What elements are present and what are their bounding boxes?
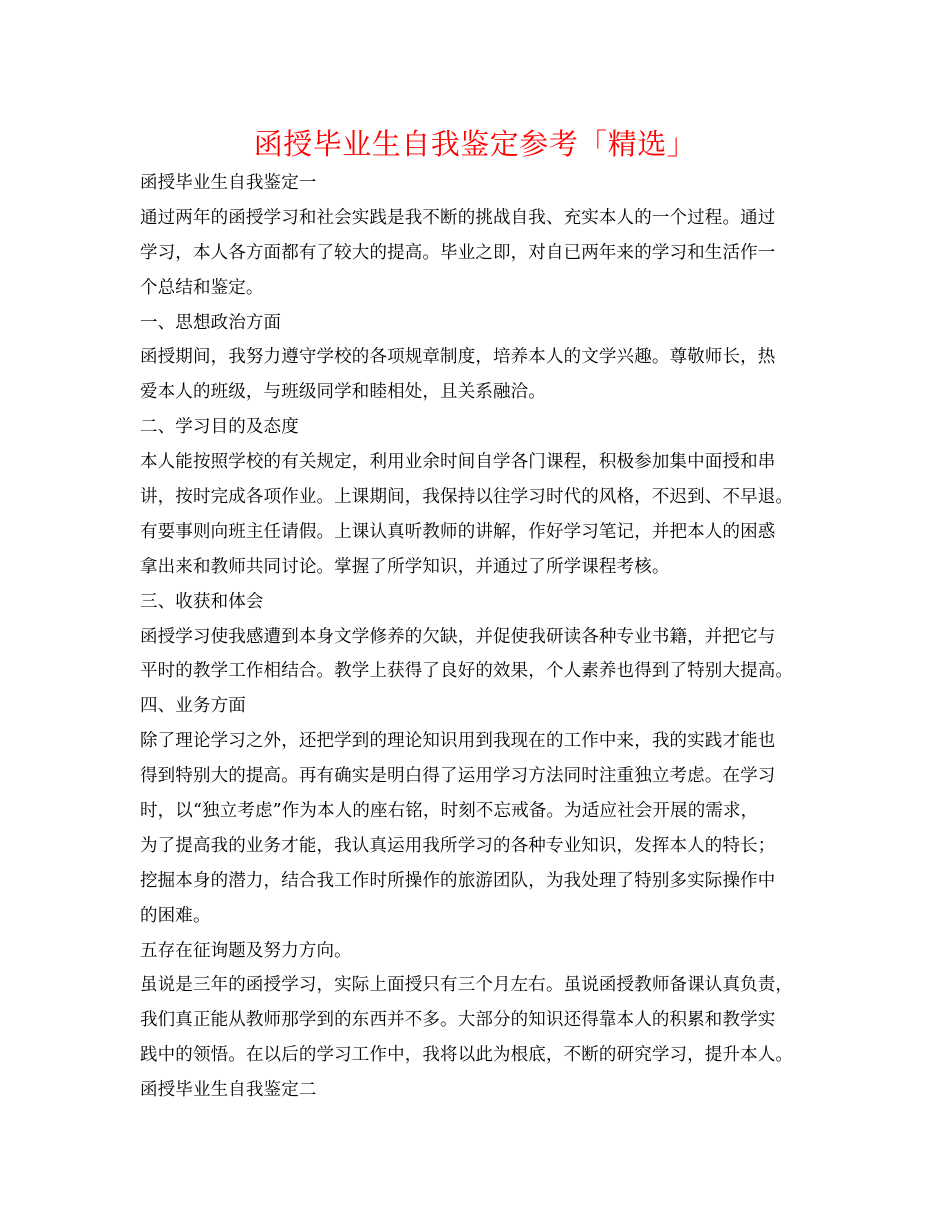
text-line: 拿出来和教师共同讨论。掌握了所学知识，并通过了所学课程考核。 (140, 556, 670, 577)
text-line: 虽说是三年的函授学习，实际上面授只有三个月左右。虽说函授教师备课认真负责， (140, 975, 794, 996)
text-line: 一、思想政治方面 (140, 312, 282, 333)
text-line: 通过两年的函授学习和社会实践是我不断的挑战自我、充实本人的一个过程。通过 (140, 207, 776, 228)
text-line: 学习，本人各方面都有了较大的提高。毕业之即，对自已两年来的学习和生活作一 (140, 242, 776, 263)
text-line: 为了提高我的业务才能，我认真运用我所学习的各种专业知识，发挥本人的特长； (140, 835, 776, 856)
text-line: 三、收获和体会 (140, 591, 264, 612)
text-line: 函授学习使我感遭到本身文学修养的欠缺，并促使我研读各种专业书籍，并把它与 (140, 626, 776, 647)
document-body (140, 166, 830, 1108)
text-line: 践中的领悟。在以后的学习工作中，我将以此为根底，不断的研究学习，提升本人。 (140, 1045, 794, 1066)
text-line: 五存在征询题及努力方向。 (140, 940, 352, 961)
text-line: 二、学习目的及态度 (140, 417, 299, 438)
text-line: 除了理论学习之外，还把学到的理论知识用到我现在的工作中来，我的实践才能也 (140, 731, 776, 752)
text-line: 四、业务方面 (140, 696, 246, 717)
text-line: 爱本人的班级，与班级同学和睦相处，且关系融洽。 (140, 382, 546, 403)
text-line: 有要事则向班主任请假。上课认真听教师的讲解，作好学习笔记，并把本人的困惑 (140, 521, 776, 542)
document-title: 函授毕业生自我鉴定参考「精选」 (253, 127, 697, 161)
text-line: 我们真正能从教师那学到的东西并不多。大部分的知识还得靠本人的积累和教学实 (140, 1010, 776, 1031)
text-line: 本人能按照学校的有关规定，利用业余时间自学各门课程，积极参加集中面授和串 (140, 452, 776, 473)
text-line: 讲，按时完成各项作业。上课期间，我保持以往学习时代的风格，不迟到、不早退。 (140, 487, 794, 508)
text-line: 函授毕业生自我鉴定一 (140, 173, 317, 193)
text-line: 平时的教学工作相结合。教学上获得了良好的效果，个人素养也得到了特别大提高。 (140, 661, 794, 682)
text-line: 个总结和鉴定。 (140, 277, 264, 298)
text-line: 挖掘本身的潜力，结合我工作时所操作的旅游团队，为我处理了特别多实际操作中 (140, 870, 776, 891)
text-line: 函授期间，我努力遵守学校的各项规章制度，培养本人的文学兴趣。尊敬师长，热 (140, 347, 776, 368)
text-line: 函授毕业生自我鉴定二 (140, 1080, 317, 1101)
text-line: 时，以“独立考虑”作为本人的座右铭，时刻不忘戒备。为适应社会开展的需求， (140, 801, 759, 822)
text-line: 得到特别大的提高。再有确实是明白得了运用学习方法同时注重独立考虑。在学习 (140, 766, 776, 787)
text-line: 的困难。 (140, 905, 211, 926)
